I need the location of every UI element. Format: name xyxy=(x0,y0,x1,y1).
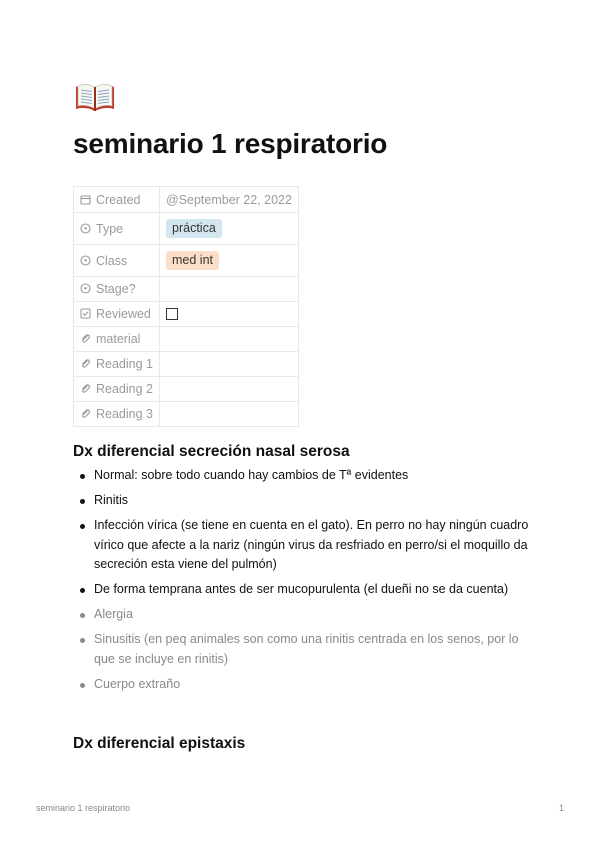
property-name xyxy=(74,245,160,277)
property-row-reading-1 xyxy=(74,352,299,377)
list-item: Cuerpo extraño xyxy=(73,675,533,695)
property-value[interactable] xyxy=(160,277,299,302)
property-value[interactable] xyxy=(160,377,299,402)
property-value xyxy=(160,302,299,327)
property-name xyxy=(74,213,160,245)
properties-table xyxy=(73,186,299,427)
property-label: material xyxy=(96,332,141,346)
paperclip-icon xyxy=(80,358,91,369)
property-label: Reviewed xyxy=(96,307,151,321)
property-row-reviewed xyxy=(74,302,299,327)
calendar-icon xyxy=(80,194,91,205)
select-icon xyxy=(80,255,91,266)
property-value[interactable] xyxy=(160,187,299,213)
property-label: Reading 3 xyxy=(96,407,153,421)
property-name xyxy=(74,277,160,302)
list-item: De forma temprana antes de ser mucopurulenta (el dueñi no se da cuenta) xyxy=(73,580,533,600)
property-name xyxy=(74,352,160,377)
section-heading: Dx diferencial secreción nasal serosa xyxy=(73,443,350,460)
page-title: seminario 1 respiratorio xyxy=(73,128,388,159)
footer-title: seminario 1 respiratorio xyxy=(36,803,131,813)
property-row-reading-2 xyxy=(74,377,299,402)
property-row-material xyxy=(74,327,299,352)
property-name xyxy=(74,377,160,402)
list-item: Rinitis xyxy=(73,491,533,511)
property-label: Reading 1 xyxy=(96,357,153,371)
type-tag[interactable]: práctica xyxy=(166,219,222,238)
reviewed-checkbox[interactable] xyxy=(166,308,178,320)
paperclip-icon xyxy=(80,333,91,344)
property-label: Stage? xyxy=(96,282,136,296)
property-label: Class xyxy=(96,253,128,268)
property-row-created xyxy=(74,187,299,213)
paperclip-icon xyxy=(80,408,91,419)
property-name xyxy=(74,327,160,352)
list-item: Infección vírica (se tiene en cuenta en el gato). En perro no hay ningún cuadro vírico que afecte a la nariz (ningún virus da resfriado en perro/si el moquillo da secreción esta viene del pulmón) xyxy=(73,516,533,575)
property-row-class xyxy=(74,245,299,277)
property-name xyxy=(74,302,160,327)
checkbox-icon xyxy=(80,308,91,319)
property-value[interactable] xyxy=(160,352,299,377)
property-name xyxy=(74,402,160,427)
property-row-type xyxy=(74,213,299,245)
property-label: Reading 2 xyxy=(96,382,153,396)
property-label: Created xyxy=(96,192,141,207)
list-item: Normal: sobre todo cuando hay cambios de Tª evidentes xyxy=(73,466,533,486)
property-label: Type xyxy=(96,221,124,236)
class-tag[interactable]: med int xyxy=(166,251,219,270)
select-icon xyxy=(80,223,91,234)
footer-page-number: 1 xyxy=(558,803,564,813)
created-date: @September 22, 2022 xyxy=(166,192,292,207)
paperclip-icon xyxy=(80,383,91,394)
property-row-reading-3 xyxy=(74,402,299,427)
list-item: Sinusitis (en peq animales son como una rinitis centrada en los senos, por lo que se incluye en rinitis) xyxy=(73,630,533,669)
property-name xyxy=(74,187,160,213)
property-row-stage xyxy=(74,277,299,302)
bullet-list xyxy=(73,466,533,700)
select-icon xyxy=(80,283,91,294)
open-book-icon xyxy=(73,82,117,116)
section-heading: Dx diferencial epistaxis xyxy=(73,735,246,752)
property-value[interactable] xyxy=(160,327,299,352)
property-value[interactable] xyxy=(160,402,299,427)
list-item: Alergia xyxy=(73,605,533,625)
property-value[interactable] xyxy=(160,213,299,245)
property-value[interactable] xyxy=(160,245,299,277)
